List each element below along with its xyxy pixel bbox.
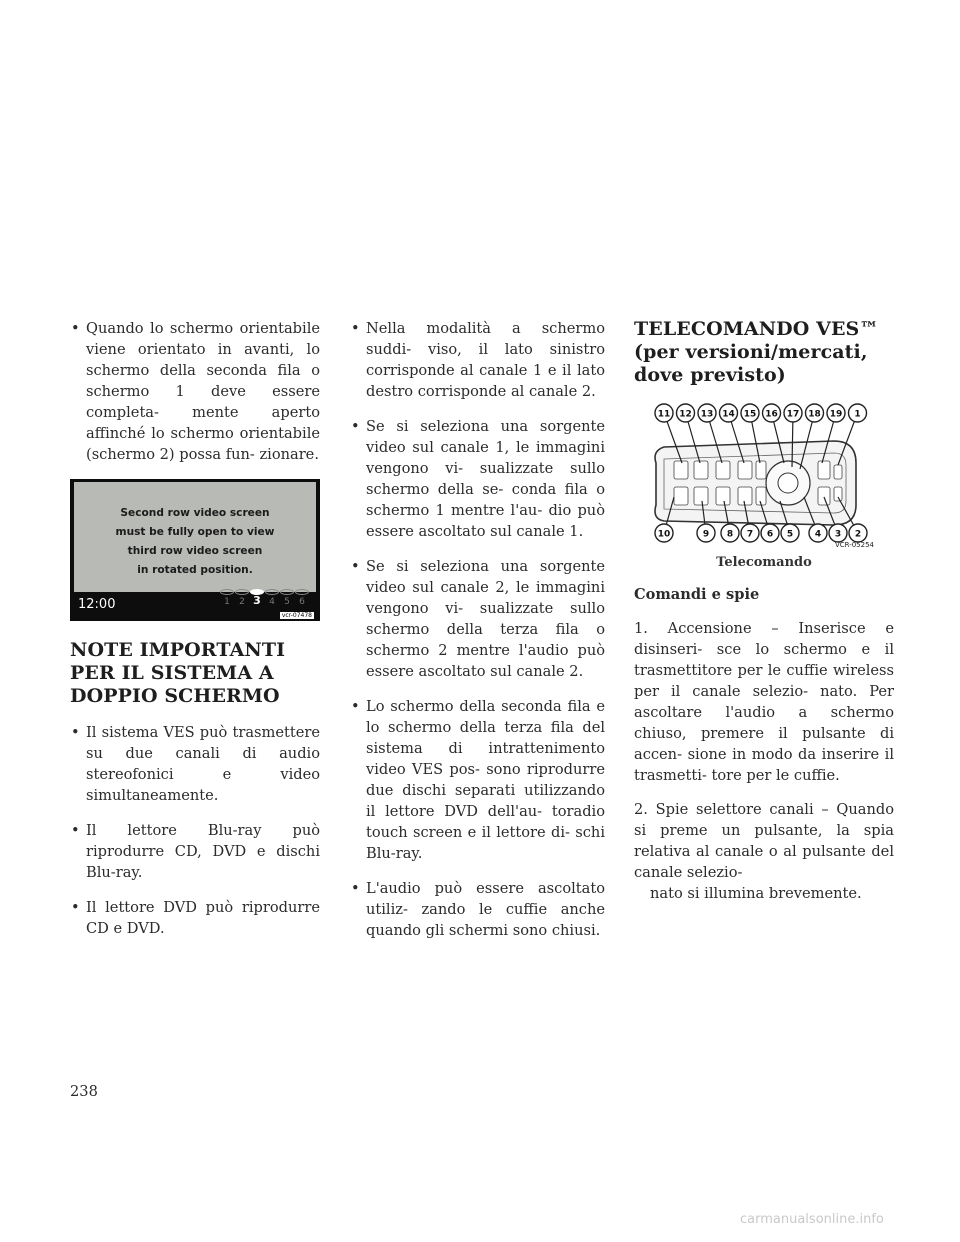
screen-message <box>74 504 316 580</box>
section-heading-dual-screen: NOTE IMPORTANTI PER IL SISTEMA A DOPPIO SCHERMO <box>70 639 286 707</box>
callout-number: 8 <box>726 529 734 540</box>
bullet-channel-1: • Se si seleziona una sorgente video sul canale 1, le immagini vengono vi- sualizzate sullo schermo della se- conda fila o schermo 1 mentre l'au- dio può essere ascoltato sul canale 1. <box>350 416 605 542</box>
channel-number: 6 <box>299 597 305 607</box>
section-heading-remote: TELECOMANDO VES™ (per versioni/mercati, dove previsto) <box>634 318 879 386</box>
callout-number: 16 <box>765 409 778 420</box>
channel-eye-icon <box>265 589 279 595</box>
remote-control-figure <box>634 401 894 551</box>
callout-number: 1 <box>854 409 861 420</box>
paragraph-channel-lights <box>634 799 894 904</box>
channel-eye-icon <box>280 589 294 595</box>
callout-number: 5 <box>786 529 794 540</box>
remote-control-drawing <box>634 401 894 551</box>
bullet-bluray-player: • Il lettore Blu-ray può riprodurre CD, DVD e dischi Blu-ray. <box>70 820 320 883</box>
screen-message-line-2: must be fully open to view <box>115 526 275 538</box>
callout-number: 18 <box>808 409 821 420</box>
callout-number: 12 <box>679 409 692 420</box>
bullet-split-screen: • Nella modalità a schermo suddi- viso, il lato sinistro corrisponde al canale 1 e il lato destro corrisponde al canale 2. <box>350 318 605 402</box>
callout-number: 6 <box>766 529 774 540</box>
column-middle <box>350 318 605 955</box>
bullet-rotating-screen: • Quando lo schermo orientabile viene orientato in avanti, lo schermo della seconda fila o schermo 1 deve essere completa- mente aperto affinché lo schermo orientabile (schermo 2) possa fun- zionare. <box>70 318 320 465</box>
channel-number: 3 <box>253 594 261 607</box>
channel-number: 4 <box>269 597 275 607</box>
bullet-channel-2: • Se si seleziona una sorgente video sul canale 2, le immagini vengono vi- sualizzate sullo schermo della terza fila o schermo 2 mentre l'audio può essere ascoltato sul canale 2. <box>350 556 605 682</box>
callout-number: 2 <box>854 529 862 540</box>
callout-number: 10 <box>657 529 671 540</box>
bullet-dvd-player: • Il lettore DVD può riprodurre CD e DVD. <box>70 897 320 939</box>
callout-number: 4 <box>814 529 822 540</box>
screen-image-code: vcr-07478 <box>281 612 312 619</box>
callout-number: 9 <box>702 529 710 540</box>
callout-number: 14 <box>722 409 735 420</box>
screen-message-image <box>70 479 320 621</box>
remote-image-code: VCR-05254 <box>834 541 874 549</box>
page-number: 238 <box>70 1083 98 1100</box>
paragraph-power: 1. Accensione – Inserisce e disinseri- sce lo schermo e il trasmettitore per le cuffie wireless per il canale selezio- nato. Per ascoltare l'audio a schermo chiuso, premere il pulsante di accen- sione in modo da inserire il trasmetti- tore per le cuffie. <box>634 620 894 784</box>
callout-number: 13 <box>700 409 714 420</box>
channel-eye-icon <box>295 589 309 595</box>
channel-eye-icon <box>235 589 249 595</box>
paragraph-channel-lights-last: nato si illumina brevemente. <box>650 885 862 902</box>
callout-number: 19 <box>829 409 843 420</box>
figure-caption: Telecomando <box>716 555 812 570</box>
subheading-controls: Comandi e spie <box>634 586 760 603</box>
column-left <box>70 318 320 953</box>
channel-number: 2 <box>239 597 245 607</box>
channel-indicators <box>220 593 310 607</box>
bullet-two-channels: • Il sistema VES può trasmettere su due canali di audio stereofonici e video simultaneamente. <box>70 722 320 806</box>
channel-number: 1 <box>224 597 230 607</box>
callout-number: 7 <box>746 529 754 540</box>
bullet-two-discs: • Lo schermo della seconda fila e lo schermo della terza fila del sistema di intrattenimento video VES pos- sono riprodurre due dischi separati utilizzando il lettore DVD dell'au- toradio touch screen e il lettore di- schi Blu-ray. <box>350 696 605 864</box>
channel-number: 5 <box>284 597 290 607</box>
callout-number: 17 <box>786 409 800 420</box>
callout-number: 3 <box>834 529 842 540</box>
callout-number: 11 <box>657 409 671 420</box>
screen-message-line-3: third row video screen <box>127 545 263 557</box>
channel-eye-icon <box>220 589 234 595</box>
paragraph-channel-lights-main: 2. Spie selettore canali – Quando si preme un pulsante, la spia relativa al canale o al pulsante del canale selezio- <box>634 801 894 881</box>
screen-message-line-4: in rotated position. <box>137 564 253 576</box>
screen-clock: 12:00 <box>78 597 116 612</box>
screen-display <box>74 482 316 592</box>
screen-message-line-1: Second row video screen <box>120 507 270 519</box>
watermark: carmanualsonline.info <box>740 1212 884 1227</box>
callout-number: 15 <box>743 409 757 420</box>
bullet-headphones: • L'audio può essere ascoltato utiliz- zando le cuffie anche quando gli schermi sono chiusi. <box>350 878 605 941</box>
column-right <box>634 318 894 917</box>
